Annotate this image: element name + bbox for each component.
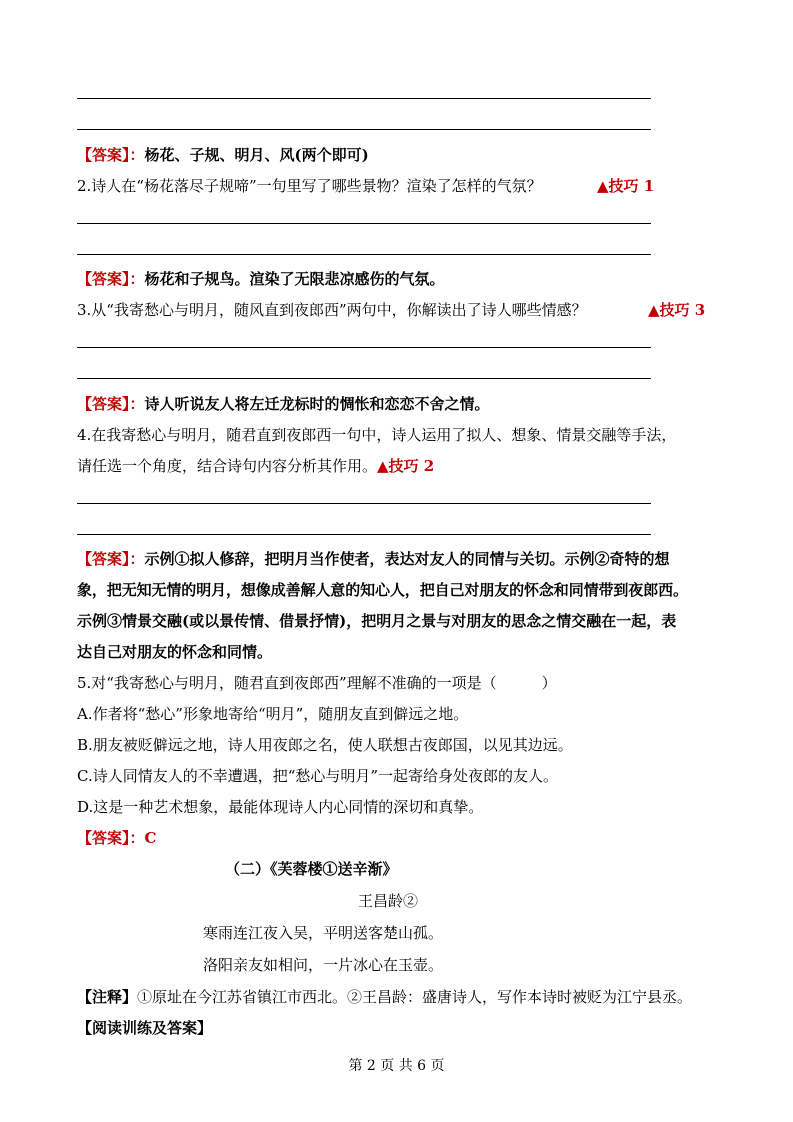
poem-author: 王昌龄②	[358, 892, 419, 910]
q5-option-b: B.朋友被贬僻远之地，诗人用夜郎之名，使人联想古夜郎国，以见其边远。	[77, 736, 573, 754]
section-heading: 【阅读训练及答案】	[77, 1019, 213, 1037]
answer-blank-line	[77, 98, 651, 99]
poem-notes	[77, 987, 717, 1008]
answer-label: 【答案】：	[77, 829, 145, 847]
answer-text: 示例①拟人修辞，把明月当作使者，表达对友人的同情与关切。示例②奇特的想	[144, 550, 670, 568]
answer-blank-line	[77, 254, 651, 255]
q5-option-a: A.作者将“愁心”形象地寄给“明月”，随朋友直到僻远之地。	[77, 705, 469, 723]
tip-badge: ▲技巧 2	[377, 457, 435, 475]
question-text: 2.诗人在“杨花落尽子规啼”一句里写了哪些景物？渲染了怎样的气氛？	[77, 177, 542, 195]
q5-question: 5.对“我寄愁心与明月，随君直到夜郎西”理解不准确的一项是（ ）	[77, 674, 557, 692]
answer-label: 【答案】：	[77, 550, 145, 568]
q4-question-line-2	[77, 456, 717, 477]
question-text: 3.从“我寄愁心与明月，随风直到夜郎西”两句中，你解读出了诗人哪些情感？	[77, 301, 587, 319]
answer-text: 杨花、子规、明月、风(两个即可)	[144, 146, 369, 164]
poem-line: 寒雨连江夜入吴，平明送客楚山孤。	[203, 924, 444, 942]
answer-text: C	[144, 829, 157, 847]
q4-question-line-1: 4.在我寄愁心与明月，随君直到夜郎西一句中，诗人运用了拟人、想象、情景交融等手法，	[77, 426, 677, 444]
tip-badge: ▲技巧 1	[597, 177, 655, 195]
poem-line: 洛阳亲友如相问，一片冰心在玉壶。	[203, 956, 444, 974]
q5-option-c: C.诗人同情友人的不幸遭遇，把“愁心与明月”一起寄给身处夜郎的友人。	[77, 767, 559, 785]
q4-answer-line-3: 示例③情景交融(或以景传情、借景抒情)，把明月之景与对朋友的思念之情交融在一起，表	[77, 612, 677, 630]
answer-blank-line	[77, 129, 651, 130]
q4-answer-line-2: 象，把无知无情的明月，想像成善解人意的知心人，把自己对朋友的怀念和同情带到夜郎西。	[77, 581, 688, 599]
q5-option-d: D.这是一种艺术想象，最能体现诗人内心同情的深切和真挚。	[77, 798, 484, 816]
answer-label: 【答案】：	[77, 270, 145, 288]
answer-label: 【答案】：	[77, 395, 145, 413]
notes-label: 【注释】	[77, 988, 138, 1006]
answer-text: 杨花和子规鸟。渲染了无限悲凉感伤的气氛。	[144, 270, 445, 288]
q1-answer	[77, 145, 717, 166]
q3-answer	[77, 394, 717, 415]
q4-answer-line-1	[77, 549, 717, 570]
answer-blank-line	[77, 223, 651, 224]
q5-answer	[77, 828, 717, 849]
q4-answer-line-4: 达自己对朋友的怀念和同情。	[77, 643, 273, 661]
answer-blank-line	[77, 534, 651, 535]
page-footer: 第 2 页 共 6 页	[348, 1058, 445, 1074]
q3-question	[77, 300, 717, 321]
poem-title: （二）《芙蓉楼①送辛渐》	[225, 860, 398, 878]
answer-text: 诗人听说友人将左迁龙标时的惆怅和恋恋不舍之情。	[144, 395, 490, 413]
question-text: 请任选一个角度，结合诗句内容分析其作用。	[77, 457, 378, 475]
answer-blank-line	[77, 378, 651, 379]
q2-answer	[77, 269, 717, 290]
tip-badge: ▲技巧 3	[648, 301, 706, 319]
notes-text: ①原址在今江苏省镇江市西北。②王昌龄：盛唐诗人，写作本诗时被贬为江宁县丞。	[137, 988, 693, 1006]
answer-blank-line	[77, 347, 651, 348]
answer-label: 【答案】：	[77, 146, 145, 164]
answer-blank-line	[77, 503, 651, 504]
